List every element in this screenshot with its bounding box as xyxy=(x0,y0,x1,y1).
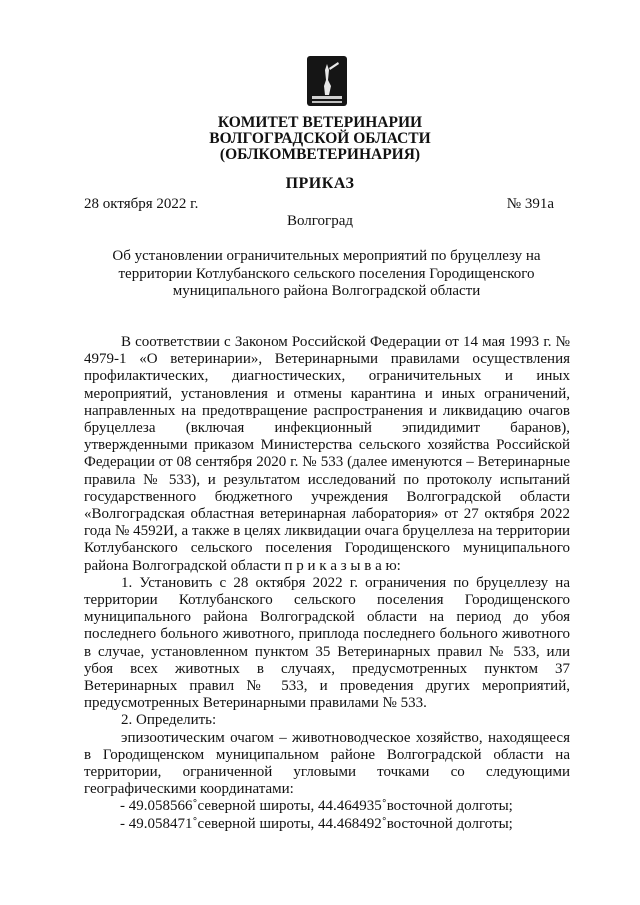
committee-name-line1: КОМИТЕТ ВЕТЕРИНАРИИ xyxy=(217,114,423,131)
document-date: 28 октября 2022 г. xyxy=(84,196,199,212)
document-number: № 391а xyxy=(506,196,554,212)
committee-name-line2: ВОЛГОГРАДСКОЙ ОБЛАСТИ xyxy=(209,130,431,147)
document-body xyxy=(84,334,570,833)
coat-of-arms-emblem xyxy=(306,55,348,107)
item-2-text: эпизоотическим очагом – животноводческое хозяйство, находящееся в Городищенском муниципальном районе Волгоградской области на территории, ограниченной угловыми точками со следующими географическими координатами: xyxy=(84,729,570,798)
item-1-paragraph: 1. Установить с 28 октября 2022 г. ограничения по бруцеллезу на территории Котлубанского сельского поселения Городищенского муниципального района Волгоградской области на период до убоя последнего больного животного, приплода последнего больного животного в случае, установленном пунктом 35 Ветеринарных правил № 533, или убоя всех животных в случаях, предусмотренных пунктом 37 Ветеринарных правил № 533, и проведения других мероприятий, предусмотренных Ветеринарными правилами № 533. xyxy=(84,574,570,712)
document-type: ПРИКАЗ xyxy=(285,175,355,192)
item-2-heading: 2. Определить: xyxy=(121,712,217,729)
document-title: Об установлении ограничительных мероприятий по бруцеллезу на территории Котлубанского сельского поселения Городищенского муниципального района Волгоградской области xyxy=(112,248,541,299)
coordinate-line: - 49.058566˚северной широты, 44.464935˚восточной долготы; xyxy=(120,798,513,815)
committee-name-line3: (ОБЛКОМВЕТЕРИНАРИЯ) xyxy=(219,146,421,163)
preamble-paragraph: В соответствии с Законом Российской Федерации от 14 мая 1993 г. № 4979-1 «О ветеринарии», Ветеринарными правилами осуществления профилактических, диагностических, ограничительных и иных мероприятий, установления и отмены карантина и иных ограничений, направленных на предотвращение распространения и ликвидацию очагов бруцеллеза (включая инфекционный эпидидимит баранов), утвержденными приказом Министерства сельского хозяйства Российской Федерации от 08 сентября 2020 г. № 533 (далее именуются – Ветеринарные правила № 533), и результатом исследований по протоколу испытаний государственного бюджетного учреждения Волгоградской области «Волгоградская областная ветеринарная лаборатория» от 27 октября 2022 года № 4592И, а также в целях ликвидации очага бруцеллеза на территории Котлубанского сельского поселения Городищенского муниципального района Волгоградской области п р и к а з ы в а ю: xyxy=(84,334,570,574)
coordinate-line: - 49.058471˚северной широты, 44.468492˚восточной долготы; xyxy=(120,815,513,832)
document-city: Волгоград xyxy=(286,213,353,229)
